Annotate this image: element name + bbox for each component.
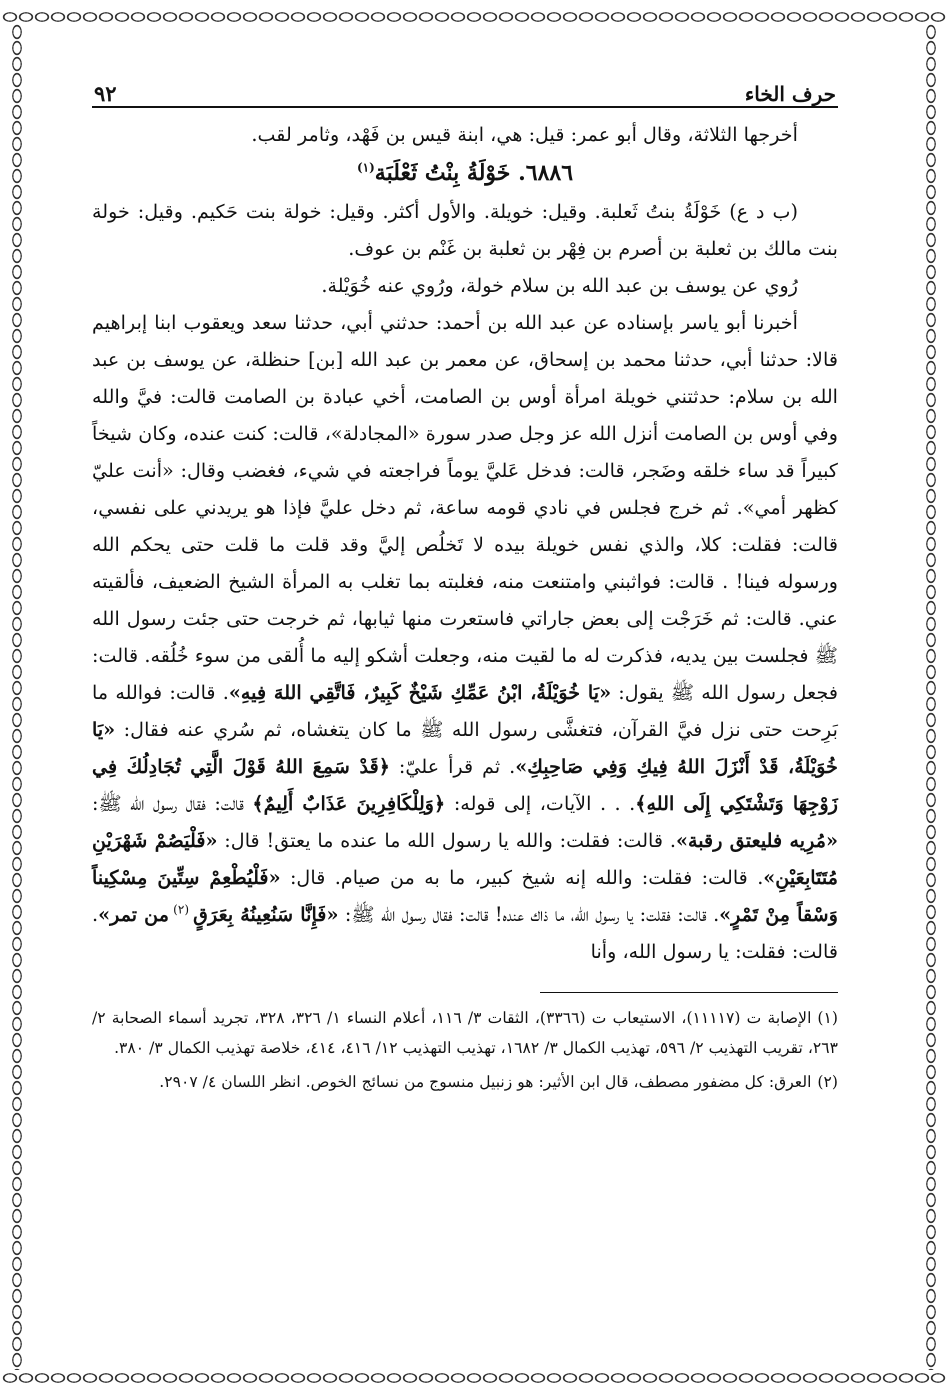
decorative-border-right (916, 24, 946, 1370)
section-title: حرف الخاء (744, 82, 836, 106)
narration-segment: . . . الآيات، إلى قوله: (445, 792, 636, 815)
footnote-1-id: (١) (817, 1009, 838, 1027)
decorative-border-left (2, 24, 32, 1370)
footnote-ref-2[interactable]: (٢) (169, 902, 194, 917)
footnote-divider (540, 992, 838, 993)
quotation-segment: «فَإِنَّا سَنُعِينُهُ بِعَرَقٍ (193, 903, 339, 926)
narration-segment: . قالت: فقلت: والله إنه شيخ كبير، ما به من صيام. قال: (280, 866, 764, 889)
decorative-border-top (2, 2, 946, 32)
page-body (92, 116, 838, 970)
footnote-2 (92, 1067, 838, 1097)
footnote-2-text: العرق: كل مضفور مصطف، قال ابن الأثير: هو زنبيل منسوج من نسائج الخوص. انظر اللسان ٤/ ٢٩٠٧. (159, 1073, 812, 1091)
narration-segment: . قالت: فقلت: يا رسول الله، وأنا (92, 903, 838, 963)
decorative-border-bottom (2, 1366, 946, 1390)
narration-segment: . قالت: فقلت: يا رسول الله، ما ذاك عنده! قالت: فقال رسول الله ﷺ: (338, 903, 720, 926)
page-number: ٩٢ (94, 81, 117, 106)
intro-paragraph: أخرجها الثلاثة، وقال أبو عمر: قيل: هي، ابنة قيس بن فَهْد، وثامر لقب. (251, 123, 798, 146)
hadith-paragraph (92, 304, 838, 970)
footnote-ref-1[interactable]: (١) (356, 160, 375, 175)
narrators-paragraph: رُوي عن يوسف بن عبد الله بن سلام خولة، ورُوي عنه خُوَيْلة. (321, 274, 798, 297)
narration-segment: قالت: فقال رسول الله ﷺ: (92, 792, 253, 815)
entry-heading (92, 153, 838, 193)
footnote-2-id: (٢) (817, 1073, 838, 1091)
quotation-segment: «فَلْيُطْعِمْ سِتِّينَ مِسْكِيناً وَسْقاً مِنْ تَمْرٍ» (92, 866, 839, 926)
quotation-segment: «فَلْيَصُمْ شَهْرَيْنِ مُتَتَابِعَيْنِ» (92, 829, 838, 889)
footnotes (92, 1003, 838, 1097)
narration-segment: . قالت: فوالله ما بَرِحت حتى نزل فيَّ القرآن، فتغشَّى رسول الله ﷺ ما كان يتغشاه، ثم سُري عنه فقال: (92, 681, 838, 741)
narration-segment: أخبرنا أبو ياسر بإسناده عن عبد الله بن أحمد: حدثني أبي، حدثنا سعد ويعقوب ابنا إبراهيم قالا: حدثنا أبي، حدثنا محمد بن إسحاق، عن معمر بن عبد الله [بن] حنظلة، عن يوسف بن عبد الله بن سلام: حدثتني خويلة امرأة أوس بن الصامت، أخي عبادة بن الصامت قالت: فيَّ والله وفي أوس بن الصامت أنزل الله عز وجل صدر سورة «المجادلة»، قالت: كنت عنده، وكان شيخاً كبيراً قد ساء خلقه وضَجر، قالت: فدخل عَليَّ يوماً فراجعته في شيء، فغضب وقال: «أنت عليّ كظهر أمي». ثم خرج فجلس في نادي قومه ساعة، ثم دخل عليَّ فإذا هو يريدني على نفسي، قالت: فقلت: كلا، والذي نفس خويلة بيده لا تَخلُص إليَّ وقد قلت ما قلت حتى يحكم الله ورسوله فينا! . قالت: فواثبني وامتنعت منه، فغلبته بما تغلب به المرأة الشيخ الضعيف، فألقيته عني. قالت: ثم خَرَجْت إلى بعض جاراتي فاستعرت منها ثيابها، ثم خرجت حتى جئت رسول الله ﷺ فجلست بين يديه، فذكرت له ما لقيت منه، وجعلت أشكو إليه ما أُلقى من سوء خُلُقه. قالت: فجعل رسول الله ﷺ يقول: (92, 311, 838, 704)
quotation-segment: «يَا خُوَيْلَةُ، قَدْ أَنْزَلَ اللهُ فِيكِ وَفِي صَاحِبِكِ» (92, 718, 838, 778)
entry-name: خَوْلَةُ بِنْتُ ثَعْلَبَة (374, 160, 511, 186)
quotation-segment: «مُرِيه فليعتق رقبة» (675, 829, 839, 852)
quotation-segment: «يَا خُوَيْلَةُ، ابْنُ عَمِّكِ شَيْخٌ كَبِيرٌ، فَاتَّقِي اللهَ فِيهِ» (228, 681, 612, 704)
book-page (92, 72, 838, 1101)
footnote-1 (92, 1003, 838, 1063)
narration-segment: . قالت: فقلت: والله يا رسول الله ما عنده ما يعتق! قال: (217, 829, 676, 852)
page-header (92, 72, 838, 108)
quotation-segment: من تمر» (98, 903, 170, 926)
names-paragraph: (ب د ع) خَوْلَةُ بنتُ ثَعلبة. وقيل: خويلة. والأول أكثر. وقيل: خولة بنت حَكيم. وقيل: خولة بنت مالك بن ثعلبة بن أصرم بن فِهْر بن ثعلبة بن غَنْم بن عوف. (92, 200, 838, 260)
narration-segment: . ثم قرأ عليّ: (389, 755, 516, 778)
entry-number: ٦٨٨٦. (518, 160, 574, 186)
quotation-segment: ﴿وَلِلْكَافِرِينَ عَذَابٌ أَلِيمٌ﴾ (252, 792, 446, 815)
footnote-1-text: الإصابة ت (١١١١٧)، الاستيعاب ت (٣٣٦٦)، الثقات ٣/ ١١٦، أعلام النساء ١/ ٣٢٦، ٣٢٨، تجريد أسماء الصحابة ٢/ ٢٦٣، تقريب التهذيب ٢/ ٥٩٦، تهذيب الكمال ٣/ ١٦٨٢، تهذيب التهذيب ١٢/ ٤١٦، ٤١٤، خلاصة تهذيب الكمال ٣/ ٣٨٠. (92, 1009, 838, 1057)
quotation-segment: ﴿قَدْ سَمِعَ اللهُ قَوْلَ الَّتِي تُجَادِلُكَ فِي زَوْجِهَا وَتَشْتَكِي إِلَى اللهِ﴾ (92, 755, 838, 815)
